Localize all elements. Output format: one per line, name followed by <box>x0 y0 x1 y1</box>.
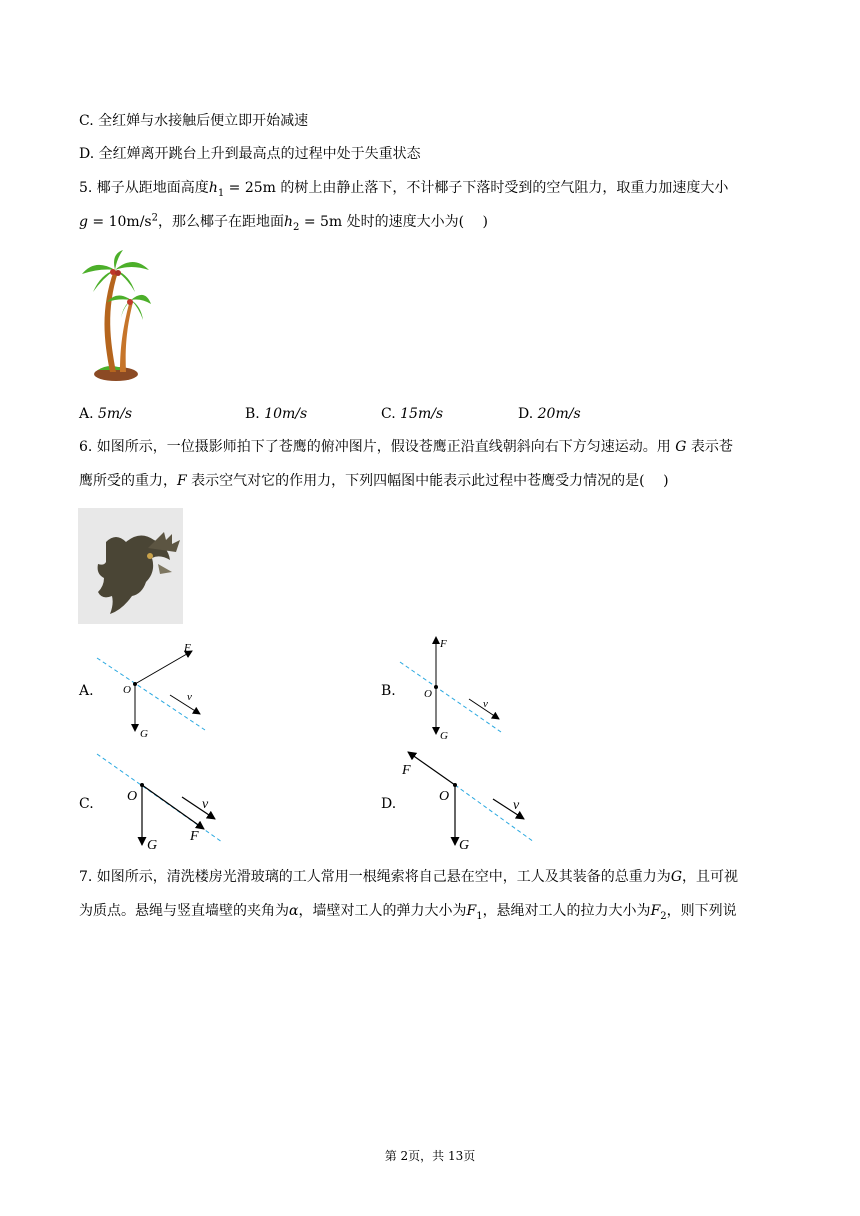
q6-text-c: 鹰所受的重力， <box>79 473 177 489</box>
var-g-value: = 10m/s <box>87 214 152 230</box>
force-diagram-c <box>92 750 227 858</box>
var-G: G <box>675 439 687 455</box>
q7-text-b: ，且可视 <box>682 869 738 885</box>
question-7-line-1 <box>79 867 738 887</box>
velocity-v-arrow <box>182 797 215 819</box>
velocity-v-arrow <box>170 695 200 714</box>
question-7-line-2 <box>79 901 737 921</box>
var-F2-sub: 2 <box>660 910 667 922</box>
q6-text-d: 表示空气对它的作用力，下列四幅图中能表示此过程中苍鹰受力情况的是( ) <box>191 473 669 489</box>
label-f: F <box>190 829 199 844</box>
label-o: O <box>127 789 138 804</box>
label-o: O <box>439 789 450 804</box>
var-F1-sub: 1 <box>476 910 483 922</box>
question-6-line-1 <box>79 437 733 457</box>
label-g: G <box>147 838 158 853</box>
q5-option-c-value: 15m/s <box>400 406 444 422</box>
label-g: G <box>140 728 148 740</box>
label-f: F <box>440 638 447 650</box>
q5-option-d-label: D. <box>518 406 538 422</box>
force-f-arrow <box>408 752 455 785</box>
var-g-sup: 2 <box>151 212 158 224</box>
var-alpha: α <box>289 903 299 919</box>
q6-option-a-label: A. <box>79 683 94 699</box>
label-v: v <box>187 691 192 703</box>
var-F2: F <box>650 903 661 919</box>
q5-option-c-label: C. <box>381 406 401 422</box>
var-h1-sub: 1 <box>217 187 225 199</box>
var-F: F <box>177 473 187 489</box>
option-d-line: D. 全红婵离开跳台上升到最高点的过程中处于失重状态 <box>79 146 421 162</box>
q5-option-c <box>381 404 443 424</box>
var-h1-value: = 25m <box>224 180 281 196</box>
q5-option-d-value: 20m/s <box>537 406 581 422</box>
q7-text-f: ，则下列说 <box>666 903 737 919</box>
force-f-arrow <box>135 651 192 684</box>
coconut <box>110 269 116 275</box>
label-f: F <box>402 763 411 778</box>
var-G: G <box>670 869 682 885</box>
q7-text-c: 为质点。悬绳与竖直墙壁的夹角为 <box>79 903 289 919</box>
label-o: O <box>424 688 432 700</box>
label-v: v <box>513 798 520 813</box>
q5-option-a <box>79 404 132 424</box>
dashed-path-line <box>455 785 534 842</box>
label-g: G <box>440 730 448 742</box>
q6-text-b: 表示苍 <box>690 439 733 455</box>
page-footer: 第 2页，共 13页 <box>384 1149 476 1163</box>
force-f-arrow <box>142 785 204 829</box>
force-diagram-a <box>92 638 212 743</box>
q5-option-b-value: 10m/s <box>264 406 308 422</box>
label-f: F <box>184 642 191 654</box>
var-F1: F <box>466 903 477 919</box>
label-v: v <box>202 797 209 812</box>
question-5-line-2 <box>79 212 488 232</box>
palm-tree-image <box>80 250 152 385</box>
palm-trunk-left <box>105 270 119 372</box>
q7-text-a: 7. 如图所示，清洗楼房光滑玻璃的工人常用一根绳索将自己悬在空中，工人及其装备的总重力为 <box>79 869 671 885</box>
label-o: O <box>123 684 131 696</box>
var-g: g <box>79 214 88 230</box>
q6-text-a: 6. 如图所示，一位摄影师拍下了苍鹰的俯冲图片，假设苍鹰正沿直线朝斜向右下方匀速运动。用 <box>79 439 671 455</box>
var-h2: h <box>283 214 293 230</box>
label-g: G <box>459 838 470 853</box>
q5-option-b-label: B. <box>245 406 265 422</box>
q5-option-d <box>518 404 581 424</box>
q6-option-b-label: B. <box>381 683 396 699</box>
var-h1: h <box>208 180 218 196</box>
option-c-line: C. 全红婵与水接触后便立即开始减速 <box>79 113 309 129</box>
q6-option-d-label: D. <box>381 796 397 812</box>
q5-text-a: 5. 椰子从距地面高度 <box>79 180 209 196</box>
q7-text-d: ，墙壁对工人的弹力大小为 <box>298 903 467 919</box>
q5-option-a-label: A. <box>79 406 99 422</box>
q5-option-a-value: 5m/s <box>98 406 133 422</box>
palm-trunk-right <box>120 300 133 372</box>
force-diagram-b <box>395 634 510 746</box>
q7-text-e: ，悬绳对工人的拉力大小为 <box>482 903 651 919</box>
question-5-line-1 <box>79 178 728 198</box>
force-diagram-d <box>396 748 538 856</box>
coconut <box>127 299 133 305</box>
var-h2-value: = 5m <box>299 214 347 230</box>
q6-option-c-label: C. <box>79 796 94 812</box>
q5-text-d: 处时的速度大小为( ) <box>346 214 489 230</box>
q5-option-b <box>245 404 307 424</box>
eagle-eye <box>147 553 153 559</box>
coconut <box>115 270 121 276</box>
q5-text-b: 的树上由静止落下，不计椰子下落时受到的空气阻力，取重力加速度大小 <box>280 180 729 196</box>
eagle-image <box>78 508 183 624</box>
var-h2-sub: 2 <box>293 221 300 233</box>
q5-text-c: ，那么椰子在距地面 <box>157 214 284 230</box>
question-6-line-2 <box>79 471 669 491</box>
label-v: v <box>483 698 488 710</box>
palm-leaves <box>82 250 151 320</box>
dashed-path-line <box>400 662 501 732</box>
